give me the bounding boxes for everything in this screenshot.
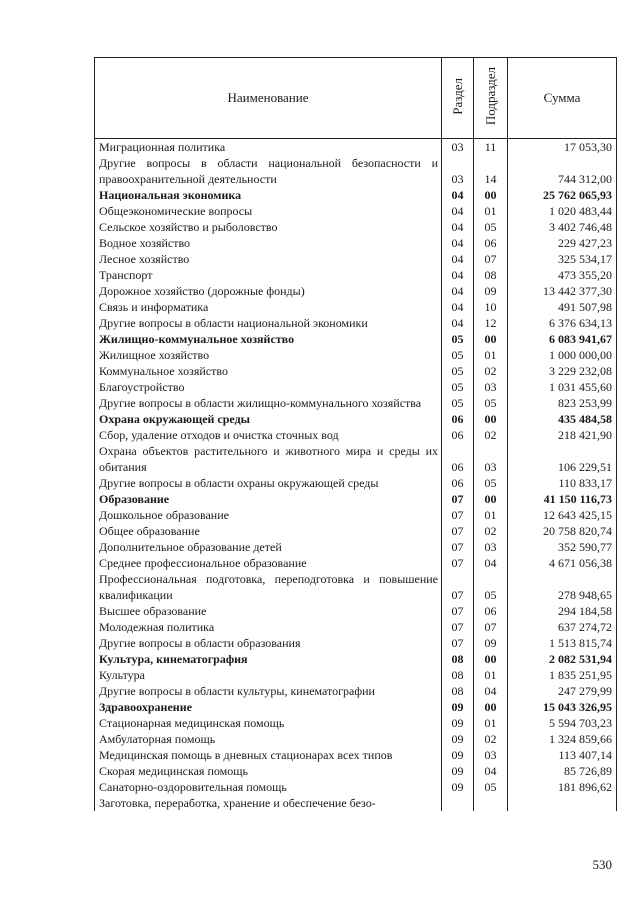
row-section: 07 <box>442 619 474 635</box>
table-row <box>95 283 617 299</box>
row-sum: 17 053,30 <box>508 139 617 156</box>
row-name: Культура, кинематография <box>95 651 442 667</box>
row-name: Общее образование <box>95 523 442 539</box>
row-sum: 325 534,17 <box>508 251 617 267</box>
row-section <box>442 795 474 811</box>
row-subsection: 08 <box>474 267 508 283</box>
row-subsection: 07 <box>474 251 508 267</box>
table-row <box>95 235 617 251</box>
row-name: Дополнительное образование детей <box>95 539 442 555</box>
table-row <box>95 731 617 747</box>
table-row <box>95 795 617 811</box>
row-section: 03 <box>442 139 474 156</box>
row-sum: 6 083 941,67 <box>508 331 617 347</box>
table-row <box>95 267 617 283</box>
row-sum: 218 421,90 <box>508 427 617 443</box>
table-row <box>95 187 617 203</box>
row-section: 04 <box>442 299 474 315</box>
row-subsection: 00 <box>474 331 508 347</box>
row-section: 08 <box>442 667 474 683</box>
table-row <box>95 139 617 156</box>
table-row <box>95 539 617 555</box>
row-name: Транспорт <box>95 267 442 283</box>
row-name: Амбулаторная помощь <box>95 731 442 747</box>
row-subsection: 09 <box>474 635 508 651</box>
row-name: Другие вопросы в области национальной экономики <box>95 315 442 331</box>
row-subsection: 03 <box>474 443 508 475</box>
table-row <box>95 699 617 715</box>
row-sum: 435 484,58 <box>508 411 617 427</box>
table-row <box>95 651 617 667</box>
row-section: 07 <box>442 555 474 571</box>
row-section: 04 <box>442 187 474 203</box>
row-name: Высшее образование <box>95 603 442 619</box>
row-sum: 637 274,72 <box>508 619 617 635</box>
row-subsection <box>474 795 508 811</box>
table-row <box>95 251 617 267</box>
row-sum: 473 355,20 <box>508 267 617 283</box>
row-section: 04 <box>442 267 474 283</box>
table-row <box>95 379 617 395</box>
row-section: 06 <box>442 443 474 475</box>
row-name: Связь и информатика <box>95 299 442 315</box>
table-row <box>95 603 617 619</box>
row-sum: 20 758 820,74 <box>508 523 617 539</box>
row-subsection: 14 <box>474 155 508 187</box>
table-row <box>95 443 617 475</box>
row-sum: 3 402 746,48 <box>508 219 617 235</box>
row-section: 04 <box>442 235 474 251</box>
row-section: 06 <box>442 411 474 427</box>
table-row <box>95 747 617 763</box>
row-subsection: 09 <box>474 283 508 299</box>
row-sum: 823 253,99 <box>508 395 617 411</box>
table-row <box>95 219 617 235</box>
row-sum: 25 762 065,93 <box>508 187 617 203</box>
row-sum: 278 948,65 <box>508 571 617 603</box>
row-name: Другие вопросы в области национальной безопасности и правоохранительной деятельности <box>95 155 442 187</box>
row-name: Национальная экономика <box>95 187 442 203</box>
row-section: 04 <box>442 203 474 219</box>
row-section: 04 <box>442 219 474 235</box>
row-subsection: 05 <box>474 395 508 411</box>
row-subsection: 06 <box>474 603 508 619</box>
row-section: 08 <box>442 683 474 699</box>
table-row <box>95 411 617 427</box>
row-name: Сбор, удаление отходов и очистка сточных вод <box>95 427 442 443</box>
row-name: Культура <box>95 667 442 683</box>
row-section: 09 <box>442 715 474 731</box>
row-name: Лесное хозяйство <box>95 251 442 267</box>
row-subsection: 07 <box>474 619 508 635</box>
row-section: 09 <box>442 699 474 715</box>
row-sum: 229 427,23 <box>508 235 617 251</box>
table-row <box>95 683 617 699</box>
row-sum: 1 835 251,95 <box>508 667 617 683</box>
row-subsection: 05 <box>474 219 508 235</box>
row-section: 07 <box>442 523 474 539</box>
table-row <box>95 523 617 539</box>
row-subsection: 00 <box>474 699 508 715</box>
row-section: 05 <box>442 363 474 379</box>
row-section: 08 <box>442 651 474 667</box>
row-subsection: 01 <box>474 507 508 523</box>
row-name: Другие вопросы в области образования <box>95 635 442 651</box>
table-row <box>95 395 617 411</box>
row-name: Медицинская помощь в дневных стационарах всех типов <box>95 747 442 763</box>
row-section: 07 <box>442 603 474 619</box>
row-subsection: 00 <box>474 187 508 203</box>
table-row <box>95 427 617 443</box>
row-section: 09 <box>442 731 474 747</box>
table-header-row <box>95 58 617 139</box>
row-sum: 1 031 455,60 <box>508 379 617 395</box>
row-name: Дорожное хозяйство (дорожные фонды) <box>95 283 442 299</box>
row-name: Жилищно-коммунальное хозяйство <box>95 331 442 347</box>
row-subsection: 02 <box>474 363 508 379</box>
row-sum: 113 407,14 <box>508 747 617 763</box>
row-name: Санаторно-оздоровительная помощь <box>95 779 442 795</box>
table-row <box>95 571 617 603</box>
table-body <box>95 139 617 812</box>
row-name: Коммунальное хозяйство <box>95 363 442 379</box>
row-subsection: 01 <box>474 347 508 363</box>
table-row <box>95 203 617 219</box>
row-section: 03 <box>442 155 474 187</box>
row-section: 04 <box>442 315 474 331</box>
header-sum-label: Сумма <box>543 90 581 105</box>
row-subsection: 00 <box>474 411 508 427</box>
row-name: Заготовка, переработка, хранение и обеспечение безо- <box>95 795 442 811</box>
row-sum: 1 000 000,00 <box>508 347 617 363</box>
table-row <box>95 315 617 331</box>
row-sum: 294 184,58 <box>508 603 617 619</box>
row-name: Охрана окружающей среды <box>95 411 442 427</box>
table-row <box>95 155 617 187</box>
row-subsection: 02 <box>474 523 508 539</box>
row-subsection: 10 <box>474 299 508 315</box>
row-sum: 744 312,00 <box>508 155 617 187</box>
table-row <box>95 347 617 363</box>
row-name: Дошкольное образование <box>95 507 442 523</box>
table-row <box>95 475 617 491</box>
row-name: Благоустройство <box>95 379 442 395</box>
header-name <box>95 58 442 139</box>
row-sum: 1 324 859,66 <box>508 731 617 747</box>
row-sum: 41 150 116,73 <box>508 491 617 507</box>
row-name: Стационарная медицинская помощь <box>95 715 442 731</box>
row-name: Охрана объектов растительного и животного мира и среды их обитания <box>95 443 442 475</box>
row-subsection: 02 <box>474 731 508 747</box>
row-name: Сельское хозяйство и рыболовство <box>95 219 442 235</box>
row-section: 07 <box>442 571 474 603</box>
row-subsection: 04 <box>474 683 508 699</box>
row-name: Другие вопросы в области охраны окружающей среды <box>95 475 442 491</box>
table-row <box>95 331 617 347</box>
row-section: 04 <box>442 283 474 299</box>
table-row <box>95 491 617 507</box>
row-section: 06 <box>442 475 474 491</box>
row-sum: 6 376 634,13 <box>508 315 617 331</box>
row-sum: 15 043 326,95 <box>508 699 617 715</box>
row-subsection: 11 <box>474 139 508 156</box>
row-sum: 1 513 815,74 <box>508 635 617 651</box>
header-section <box>442 58 474 139</box>
row-name: Здравоохранение <box>95 699 442 715</box>
row-subsection: 06 <box>474 235 508 251</box>
row-name: Другие вопросы в области жилищно-коммунального хозяйства <box>95 395 442 411</box>
header-sum <box>508 58 617 139</box>
row-name: Водное хозяйство <box>95 235 442 251</box>
row-subsection: 02 <box>474 427 508 443</box>
row-section: 09 <box>442 779 474 795</box>
row-name: Молодежная политика <box>95 619 442 635</box>
row-subsection: 04 <box>474 555 508 571</box>
header-subsection-label: Подраздел <box>482 66 498 126</box>
header-name-label: Наименование <box>227 90 309 105</box>
row-subsection: 12 <box>474 315 508 331</box>
budget-table <box>94 57 617 811</box>
table-row <box>95 507 617 523</box>
row-subsection: 05 <box>474 475 508 491</box>
row-sum: 3 229 232,08 <box>508 363 617 379</box>
row-section: 07 <box>442 507 474 523</box>
row-subsection: 05 <box>474 779 508 795</box>
row-sum: 5 594 703,23 <box>508 715 617 731</box>
table-row <box>95 779 617 795</box>
table-row <box>95 667 617 683</box>
row-subsection: 01 <box>474 667 508 683</box>
table-row <box>95 299 617 315</box>
row-name: Скорая медицинская помощь <box>95 763 442 779</box>
row-sum: 352 590,77 <box>508 539 617 555</box>
row-name: Другие вопросы в области культуры, кинематографии <box>95 683 442 699</box>
row-section: 05 <box>442 395 474 411</box>
header-subsection <box>474 58 508 139</box>
row-sum: 4 671 056,38 <box>508 555 617 571</box>
row-subsection: 01 <box>474 715 508 731</box>
table-row <box>95 555 617 571</box>
row-sum <box>508 795 617 811</box>
row-sum: 12 643 425,15 <box>508 507 617 523</box>
row-sum: 181 896,62 <box>508 779 617 795</box>
table-row <box>95 763 617 779</box>
table-row <box>95 635 617 651</box>
row-section: 05 <box>442 379 474 395</box>
row-section: 07 <box>442 635 474 651</box>
row-name: Профессиональная подготовка, переподготовка и повышение квалификации <box>95 571 442 603</box>
row-name: Среднее профессиональное образование <box>95 555 442 571</box>
row-sum: 13 442 377,30 <box>508 283 617 299</box>
row-sum: 1 020 483,44 <box>508 203 617 219</box>
row-subsection: 03 <box>474 539 508 555</box>
row-subsection: 01 <box>474 203 508 219</box>
table-row <box>95 715 617 731</box>
row-section: 07 <box>442 491 474 507</box>
table-row <box>95 619 617 635</box>
row-section: 05 <box>442 347 474 363</box>
row-subsection: 00 <box>474 491 508 507</box>
page-number: 530 <box>592 857 612 872</box>
row-subsection: 03 <box>474 379 508 395</box>
row-subsection: 05 <box>474 571 508 603</box>
row-name: Миграционная политика <box>95 139 442 156</box>
row-subsection: 04 <box>474 763 508 779</box>
row-sum: 85 726,89 <box>508 763 617 779</box>
row-sum: 247 279,99 <box>508 683 617 699</box>
row-sum: 110 833,17 <box>508 475 617 491</box>
row-name: Жилищное хозяйство <box>95 347 442 363</box>
row-section: 07 <box>442 539 474 555</box>
row-name: Образование <box>95 491 442 507</box>
row-subsection: 00 <box>474 651 508 667</box>
row-subsection: 03 <box>474 747 508 763</box>
row-sum: 2 082 531,94 <box>508 651 617 667</box>
row-name: Общеэкономические вопросы <box>95 203 442 219</box>
row-sum: 106 229,51 <box>508 443 617 475</box>
row-section: 09 <box>442 747 474 763</box>
row-section: 09 <box>442 763 474 779</box>
row-sum: 491 507,98 <box>508 299 617 315</box>
row-section: 06 <box>442 427 474 443</box>
table-row <box>95 363 617 379</box>
header-section-label: Раздел <box>449 77 465 115</box>
row-section: 04 <box>442 251 474 267</box>
row-section: 05 <box>442 331 474 347</box>
